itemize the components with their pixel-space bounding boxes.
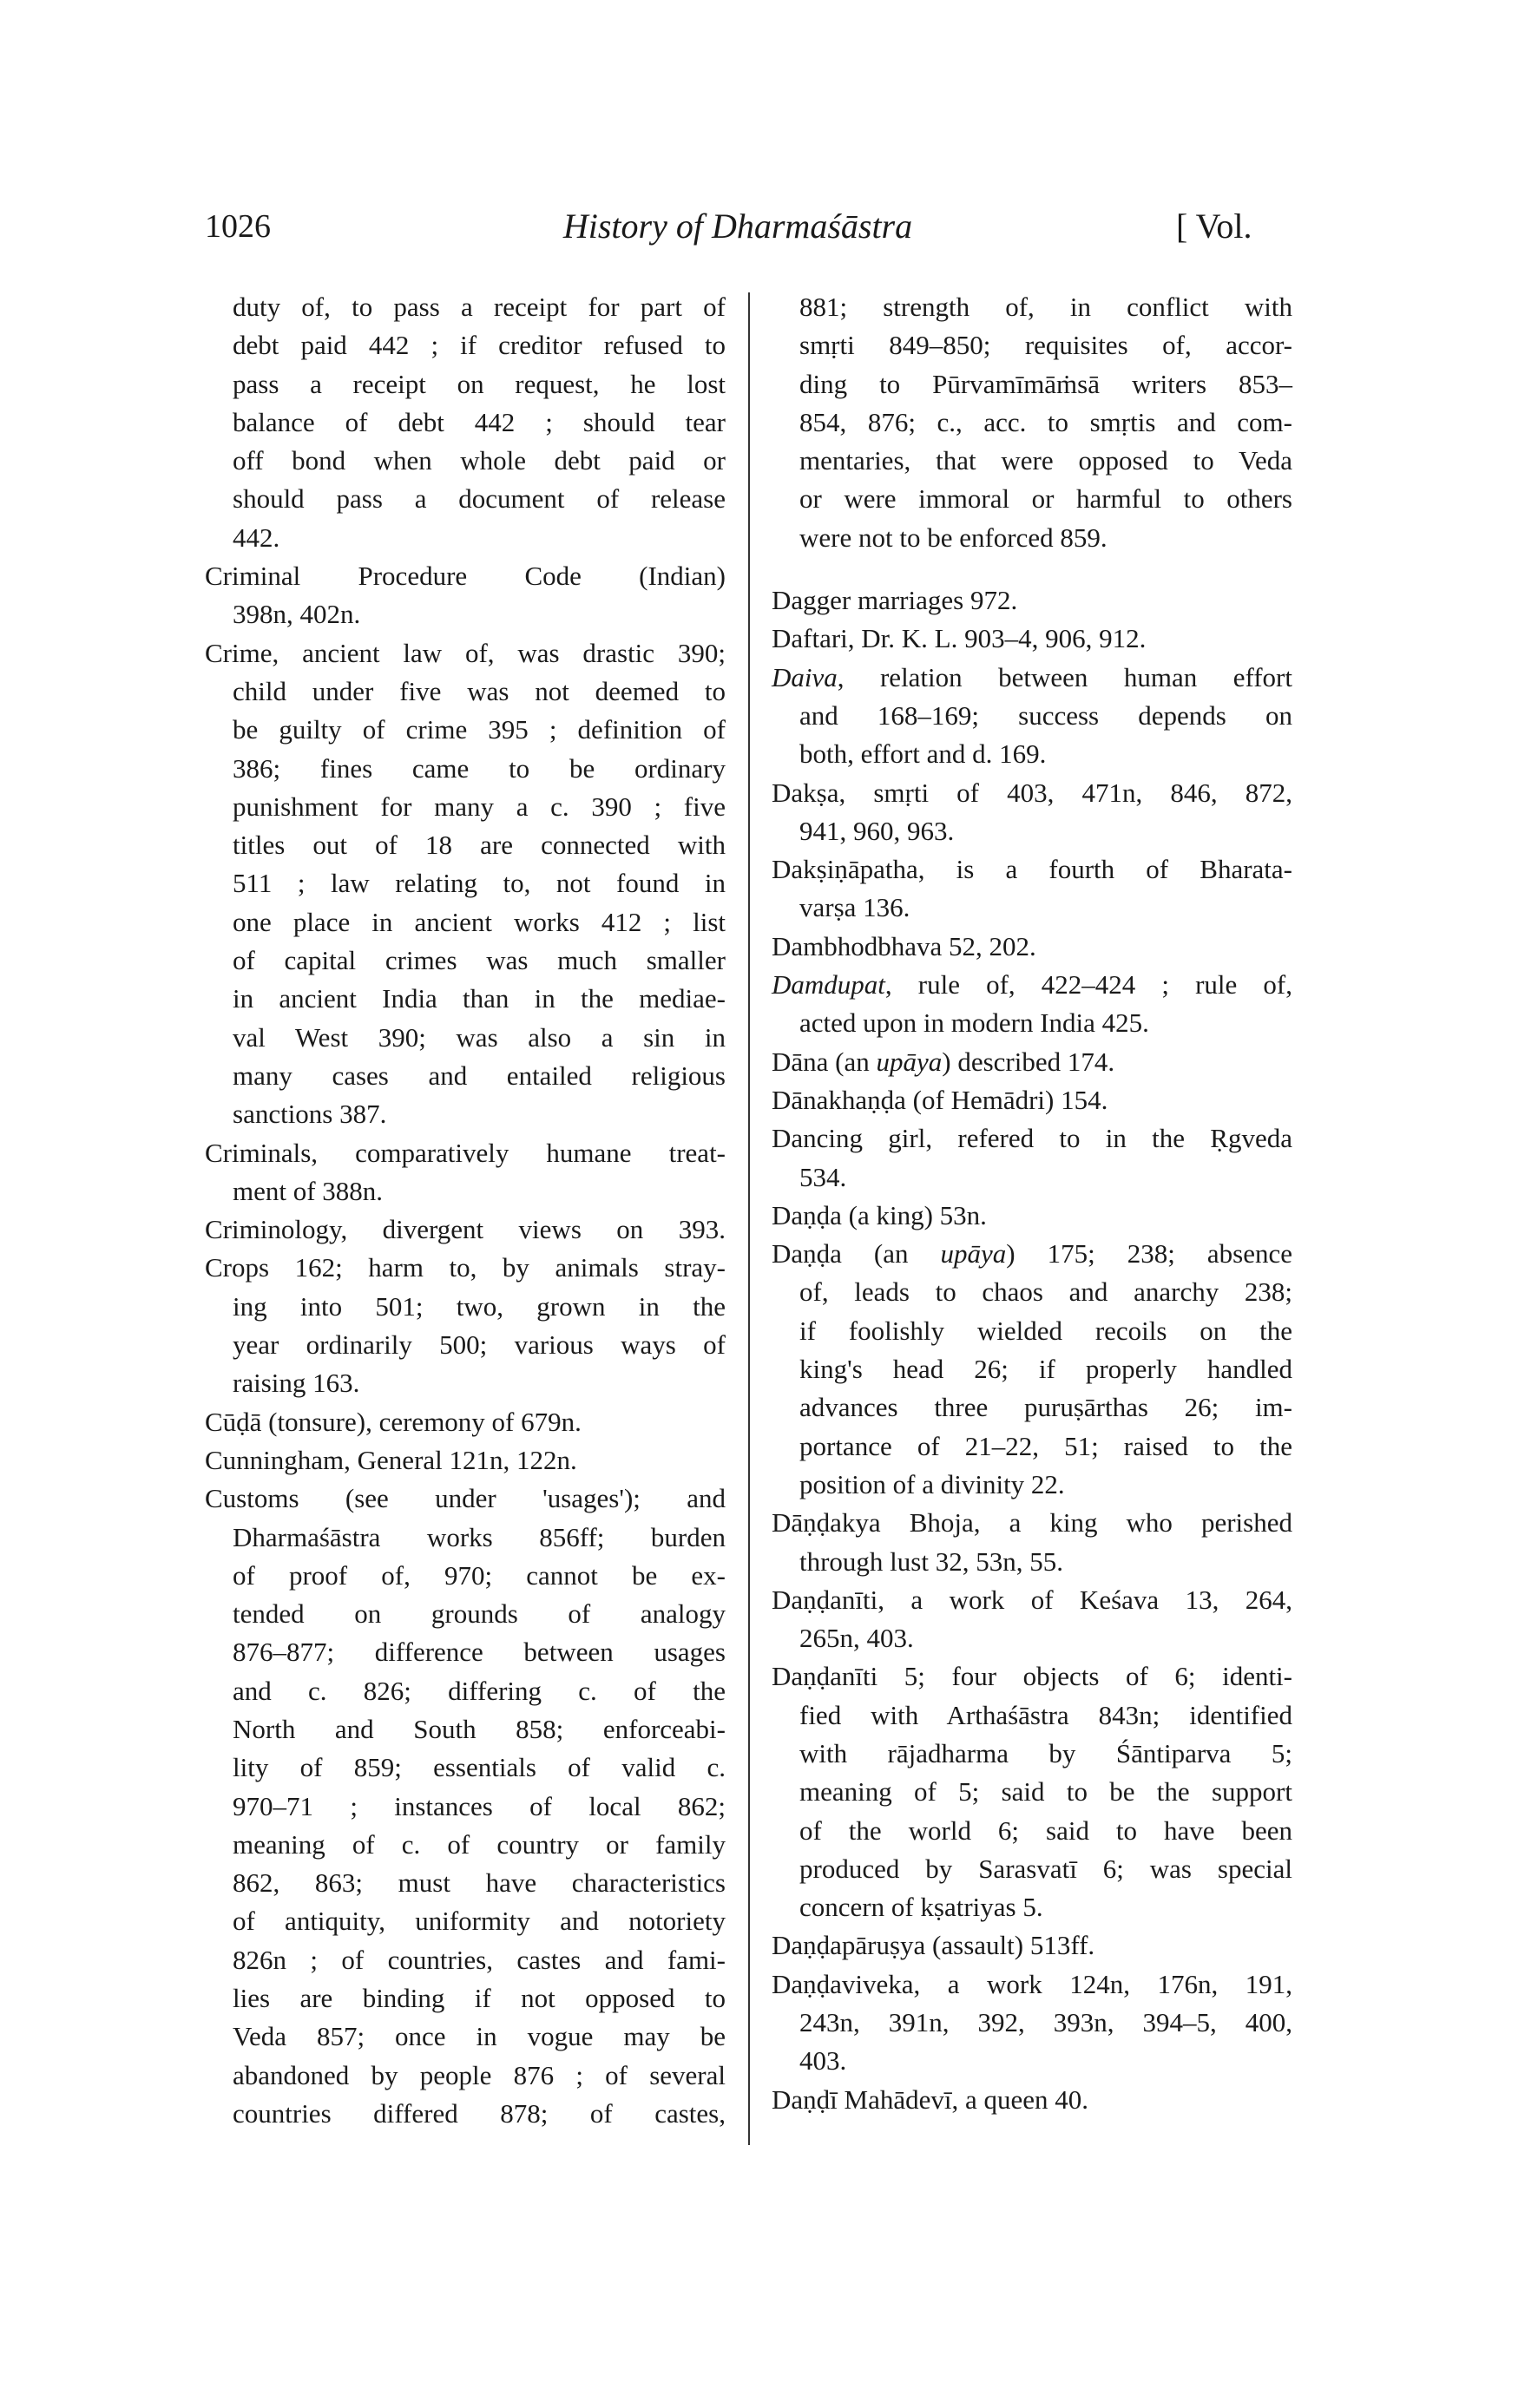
index-entry-line [205, 1288, 726, 1326]
italic-term: Damdupat [772, 969, 885, 1001]
index-entry [772, 581, 1292, 620]
text-run: Dakṣiṇāpatha, is a fourth of Bharata- [772, 854, 1292, 885]
index-entry-line [772, 1043, 1292, 1081]
text-run: king's head 26; if properly handled [799, 1354, 1292, 1385]
index-entry-line [772, 442, 1292, 480]
index-entry-line [205, 1403, 726, 1441]
text-run: through lust 32, 53n, 55. [799, 1545, 1063, 1577]
text-run: both, effort and d. 169. [799, 738, 1047, 770]
index-entry [772, 1581, 1292, 1658]
index-entry-line [205, 1979, 726, 2018]
text-run: Daṇḍī Mahādevī, a queen 40. [772, 2083, 1088, 2115]
index-entry [205, 634, 726, 1134]
text-run: produced by Sarasvatī 6; was special [799, 1853, 1292, 1884]
index-entry-line [772, 480, 1292, 518]
text-run: of proof of, 970; cannot be ex- [233, 1559, 726, 1591]
index-entry-line [205, 980, 726, 1018]
index-entry [772, 1965, 1292, 2081]
index-entry-line [772, 1657, 1292, 1696]
index-entry-line [205, 1364, 726, 1402]
index-entry-line [205, 1826, 726, 1864]
index-entry [772, 850, 1292, 928]
index-entry-line [205, 1788, 726, 1826]
index-entry-line [205, 2095, 726, 2133]
text-run: Veda 857; once in vogue may be [233, 2021, 726, 2052]
text-run: val West 390; was also a sin in [233, 1021, 726, 1053]
index-entry-line [205, 1595, 726, 1633]
text-run: year ordinarily 500; various ways of [233, 1329, 726, 1361]
index-entry-line [772, 404, 1292, 442]
text-run: of the world 6; said to have been [799, 1814, 1292, 1846]
index-entry-line [205, 673, 726, 711]
text-run: 970–71 ; instances of local 862; [233, 1790, 726, 1821]
index-entry [772, 1119, 1292, 1197]
text-run: ding to Pūrvamīmāṁsā writers 853– [799, 368, 1292, 399]
text-run: Cunningham, General 121n, 122n. [205, 1444, 577, 1475]
index-entry-line [205, 1864, 726, 1902]
text-run: Crime, ancient law of, was drastic 390; [205, 637, 726, 668]
text-run: sanctions 387. [233, 1099, 387, 1130]
index-entry-line [772, 581, 1292, 620]
text-run: duty of, to pass a receipt for part of [233, 292, 726, 322]
index-entry-line [772, 1004, 1292, 1042]
index-entry-line [205, 404, 726, 442]
index-entry [772, 659, 1292, 774]
index-entry-line [772, 2004, 1292, 2042]
text-run: punishment for many a c. 390 ; five [233, 791, 726, 822]
index-entry-line [772, 850, 1292, 889]
text-run: Cūḍā (tonsure), ceremony of 679n. [205, 1406, 582, 1437]
index-entry [772, 1657, 1292, 1926]
index-entry-line [772, 1619, 1292, 1657]
running-title: History of Dharmaśāstra [562, 207, 913, 246]
text-run: countries differed 878; of castes, [233, 2097, 726, 2129]
text-run: Dagger marriages 972. [772, 585, 1018, 616]
text-run: of, leads to chaos and anarchy 238; [799, 1276, 1292, 1308]
index-entry-line [772, 1773, 1292, 1811]
text-run: Customs (see under 'usages'); and [205, 1483, 726, 1514]
index-entry [205, 288, 726, 557]
text-run: if foolishly wielded recoils on the [799, 1315, 1292, 1346]
text-run: Daṇḍa (a king) 53n. [772, 1199, 987, 1230]
index-entry-line [772, 1735, 1292, 1773]
index-entry-line [772, 2081, 1292, 2119]
index-entry [205, 1441, 726, 1480]
text-run: concern of kṣatriyas 5. [799, 1892, 1043, 1923]
index-entry-line [772, 365, 1292, 404]
index-entry [205, 1134, 726, 1211]
index-entry-line [772, 697, 1292, 735]
index-entry-line [205, 2018, 726, 2056]
text-run: should pass a document of release [233, 483, 726, 515]
text-run: one place in ancient works 412 ; list [233, 906, 726, 937]
index-entry-line [205, 1672, 726, 1710]
text-run: ment of 388n. [233, 1175, 384, 1206]
index-entry-line [772, 1888, 1292, 1926]
text-run: Daṇḍanīti 5; four objects of 6; identi- [772, 1661, 1292, 1692]
index-entry-line [205, 2057, 726, 2095]
text-run: ing into 501; two, grown in the [233, 1290, 726, 1322]
volume-marker: [ Vol. [1176, 207, 1252, 246]
text-run: Daṇḍa (an [772, 1238, 941, 1270]
text-run: smṛti 849–850; requisites of, accor- [799, 330, 1292, 361]
text-run: off bond when whole debt paid or [233, 445, 726, 476]
index-entry [772, 288, 1292, 557]
index-entry-line [205, 903, 726, 942]
index-entry-line [205, 1019, 726, 1057]
index-entry [772, 928, 1292, 966]
text-run: meaning of 5; said to be the support [799, 1776, 1292, 1808]
index-entry-line [772, 1081, 1292, 1119]
index-entry [772, 2081, 1292, 2119]
text-run: 265n, 403. [799, 1623, 914, 1654]
index-entry-line [772, 966, 1292, 1004]
text-run: Criminals, comparatively humane treat- [205, 1137, 726, 1168]
text-run: were not to be enforced 859. [799, 522, 1107, 553]
index-entry-line [772, 1581, 1292, 1619]
text-run: 511 ; law relating to, not found in [233, 868, 726, 899]
page-number: 1026 [205, 208, 271, 245]
text-run: 403. [799, 2045, 847, 2077]
index-entry-line [772, 519, 1292, 557]
index-entry-line [205, 1057, 726, 1095]
text-run: , relation between human effort [837, 661, 1292, 692]
index-entry-line [205, 1172, 726, 1211]
index-entry-line [205, 1326, 726, 1364]
index-entry-line [772, 326, 1292, 364]
index-entry-line [772, 1812, 1292, 1850]
index-entry [772, 1043, 1292, 1081]
index-entry [205, 1403, 726, 1441]
index-entry-line [772, 1158, 1292, 1197]
text-run: advances three puruṣārthas 26; im- [799, 1392, 1292, 1423]
index-column-right [772, 288, 1292, 2119]
text-run: varṣa 136. [799, 892, 910, 923]
index-entry-line [205, 1095, 726, 1133]
index-entry-line [772, 1696, 1292, 1735]
text-run: North and South 858; enforceabi- [233, 1713, 726, 1744]
index-entry-line [205, 1441, 726, 1480]
text-run: pass a receipt on request, he lost [233, 368, 726, 399]
text-run: Dharmaśāstra works 856ff; burden [233, 1521, 726, 1552]
index-entry-line [772, 1197, 1292, 1235]
text-run: Daṇḍaviveka, a work 124n, 176n, 191, [772, 1968, 1292, 1999]
text-run: 398n, 402n. [233, 599, 361, 630]
index-entry-line [772, 1273, 1292, 1311]
text-run: 854, 876; c., acc. to smṛtis and com- [799, 406, 1292, 437]
index-entry [772, 620, 1292, 658]
index-entry-line [205, 442, 726, 480]
text-run: or were immoral or harmful to others [799, 483, 1292, 515]
text-run: lity of 859; essentials of valid c. [233, 1752, 726, 1783]
index-entry-line [772, 1504, 1292, 1542]
index-entry-line [772, 1235, 1292, 1273]
index-entry [205, 557, 726, 634]
index-entry [205, 1480, 726, 2133]
index-entry [772, 1926, 1292, 1965]
index-entry-line [205, 634, 726, 673]
index-entry-line [205, 788, 726, 826]
index-entry-line [772, 1965, 1292, 2004]
index-entry-line [772, 928, 1292, 966]
text-run: in ancient India than in the mediae- [233, 983, 726, 1014]
index-entry-line [205, 711, 726, 749]
index-entry-line [205, 1941, 726, 1979]
text-run: 941, 960, 963. [799, 815, 955, 846]
index-entry-line [772, 1312, 1292, 1350]
text-run: debt paid 442 ; if creditor refused to [233, 330, 726, 361]
index-entry-line [772, 735, 1292, 773]
text-run: with rājadharma by Śāntiparva 5; [799, 1737, 1292, 1768]
text-run: and 168–169; success depends on [799, 699, 1292, 731]
index-entry-line [205, 1519, 726, 1557]
index-entry [205, 1249, 726, 1402]
text-run: 826n ; of countries, castes and fami- [233, 1944, 726, 1975]
text-run: ) 175; 238; absence [1006, 1238, 1292, 1270]
index-entry-line [772, 812, 1292, 850]
index-entry-line [772, 1926, 1292, 1965]
text-run: fied with Arthaśāstra 843n; identified [799, 1699, 1292, 1730]
index-entry-line [772, 774, 1292, 812]
index-entry [772, 1197, 1292, 1235]
text-run: 534. [799, 1161, 847, 1192]
text-run: of antiquity, uniformity and notoriety [233, 1906, 726, 1937]
index-entry-line [205, 519, 726, 557]
text-run: be guilty of crime 395 ; definition of [233, 714, 726, 745]
text-run: raising 163. [233, 1368, 360, 1399]
index-entry [772, 774, 1292, 851]
index-entry-line [772, 620, 1292, 658]
index-entry [772, 1081, 1292, 1119]
text-run: meaning of c. of country or family [233, 1828, 726, 1860]
text-run: 876–877; difference between usages [233, 1637, 726, 1668]
text-run: mentaries, that were opposed to Veda [799, 445, 1292, 476]
text-run: Dambhodbhava 52, 202. [772, 930, 1036, 961]
index-entry-line [205, 864, 726, 902]
text-run: 881; strength of, in conflict with [799, 292, 1292, 322]
index-entry [772, 966, 1292, 1043]
text-run: Dāṇḍakya Bhoja, a king who perished [772, 1507, 1292, 1539]
index-column-left [205, 288, 726, 2133]
text-run: position of a divinity 22. [799, 1468, 1065, 1499]
index-entry-line [772, 1350, 1292, 1388]
text-run: many cases and entailed religious [233, 1060, 726, 1091]
text-run: of capital crimes was much smaller [233, 945, 726, 976]
index-entry-line [205, 288, 726, 326]
text-run: titles out of 18 are connected with [233, 830, 726, 861]
text-run: 442. [233, 522, 280, 553]
index-entry-line [205, 1480, 726, 1518]
index-entry-line [205, 826, 726, 864]
index-entry-line [205, 1710, 726, 1749]
index-entry-line [772, 1388, 1292, 1427]
text-run: lies are binding if not opposed to [233, 1983, 726, 2014]
text-run: 862, 863; must have characteristics [233, 1867, 726, 1899]
index-entry-line [772, 2042, 1292, 2080]
index-entry-line [205, 480, 726, 518]
text-run: acted upon in modern India 425. [799, 1007, 1149, 1039]
text-run: Dancing girl, refered to in the Ṛgveda [772, 1123, 1292, 1154]
index-entry-line [772, 1119, 1292, 1158]
column-divider [748, 292, 750, 2145]
text-run: Crops 162; harm to, by animals stray- [205, 1252, 726, 1283]
index-entry-line [205, 1633, 726, 1671]
index-entry-line [205, 326, 726, 364]
text-run: ) described 174. [942, 1046, 1115, 1077]
text-run: 386; fines came to be ordinary [233, 752, 726, 784]
text-run: Daṇḍanīti, a work of Keśava 13, 264, [772, 1584, 1292, 1615]
text-run: 243n, 391n, 392, 393n, 394–5, 400, [799, 2007, 1292, 2038]
index-entry-line [772, 889, 1292, 927]
text-run: Dakṣa, smṛti of 403, 471n, 846, 872, [772, 777, 1292, 808]
index-entry-line [205, 1249, 726, 1287]
index-entry-line [205, 557, 726, 595]
index-entry-line [205, 1211, 726, 1249]
text-run: Criminal Procedure Code (Indian) [205, 561, 726, 592]
index-entry [772, 1235, 1292, 1504]
text-run: portance of 21–22, 51; raised to the [799, 1430, 1292, 1461]
index-entry-line [205, 1557, 726, 1595]
italic-term: Daiva [772, 661, 838, 692]
index-entry-line [772, 1466, 1292, 1504]
index-entry-line [205, 365, 726, 404]
italic-term: upāya [940, 1238, 1007, 1270]
index-entry-line [205, 1749, 726, 1787]
text-run: Daftari, Dr. K. L. 903–4, 906, 912. [772, 623, 1147, 654]
text-run: , rule of, 422–424 ; rule of, [884, 969, 1292, 1001]
index-entry-line [772, 659, 1292, 697]
text-run: balance of debt 442 ; should tear [233, 406, 726, 437]
index-entry-line [205, 1902, 726, 1940]
text-run: Daṇḍapāruṣya (assault) 513ff. [772, 1930, 1095, 1961]
text-run: Criminology, divergent views on 393. [205, 1214, 726, 1245]
index-entry-line [205, 595, 726, 633]
index-entry-line [772, 288, 1292, 326]
index-entry-line [205, 1134, 726, 1172]
index-entry-line [772, 1427, 1292, 1466]
index-entry-line [772, 1850, 1292, 1888]
index-entry [772, 1504, 1292, 1581]
index-entry-line [205, 750, 726, 788]
index-entry-line [772, 1543, 1292, 1581]
index-entry-line [205, 942, 726, 980]
italic-term: upāya [876, 1046, 943, 1077]
text-run: Dāna (an [772, 1046, 877, 1077]
text-run: child under five was not deemed to [233, 675, 726, 706]
text-run: abandoned by people 876 ; of several [233, 2059, 726, 2090]
text-run: tended on grounds of analogy [233, 1598, 726, 1630]
index-entry [205, 1211, 726, 1249]
text-run: and c. 826; differing c. of the [233, 1675, 726, 1706]
text-run: Dānakhaṇḍa (of Hemādri) 154. [772, 1084, 1108, 1115]
